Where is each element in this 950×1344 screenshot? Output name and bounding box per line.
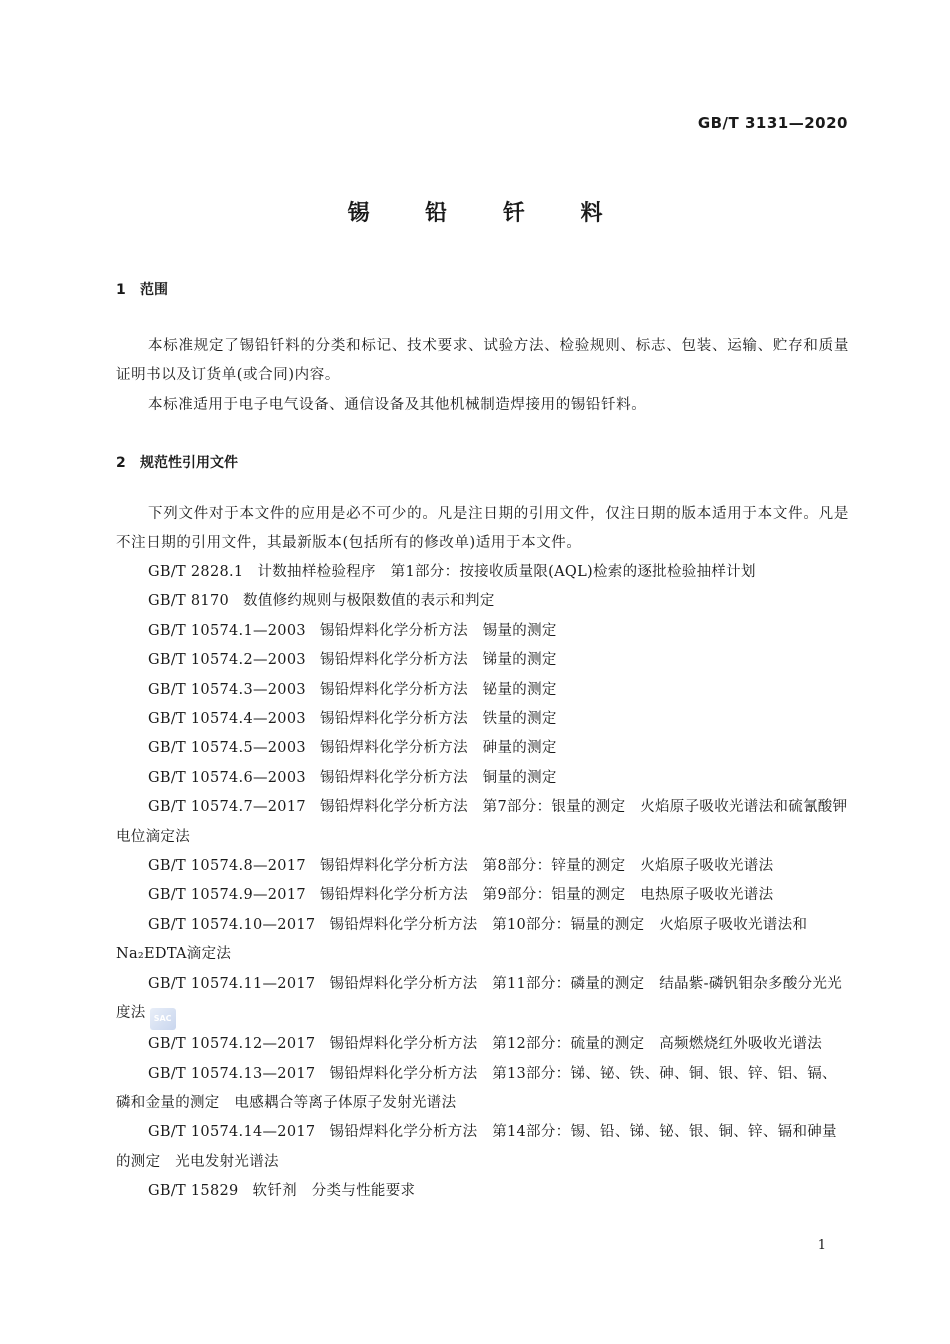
reference-code: GB/T 10574.4—2003	[148, 711, 306, 728]
reference-item	[116, 734, 849, 763]
reference-item	[116, 1177, 849, 1206]
reference-title: 锡铅焊料化学分析方法 铜量的测定	[319, 769, 557, 786]
page-number: 1	[817, 1238, 826, 1253]
reference-item	[116, 881, 849, 910]
reference-item	[116, 1030, 849, 1059]
reference-title: 锡铅焊料化学分析方法 第9部分：铝量的测定 电热原子吸收光谱法	[319, 887, 774, 904]
reference-code: GB/T 10574.2—2003	[148, 652, 306, 669]
reference-title: 软钎剂 分类与性能要求	[252, 1183, 416, 1200]
reference-code: GB/T 10574.14—2017	[148, 1124, 316, 1141]
reference-code: GB/T 10574.1—2003	[148, 622, 306, 639]
reference-code: GB/T 10574.7—2017	[148, 799, 306, 816]
reference-item	[116, 852, 849, 881]
reference-item	[116, 911, 849, 970]
reference-title: 锡铅焊料化学分析方法 第8部分：锌量的测定 火焰原子吸收光谱法	[319, 858, 774, 875]
standard-code: GB/T 3131—2020	[697, 114, 848, 132]
reference-code: GB/T 10574.6—2003	[148, 769, 306, 786]
document-title: 锡 铅 钎 料	[347, 201, 627, 226]
section-title: 范围	[140, 282, 168, 298]
reference-code: GB/T 10574.10—2017	[148, 916, 316, 933]
reference-code: GB/T 15829	[148, 1183, 239, 1200]
reference-title: 锡铅焊料化学分析方法 铁量的测定	[319, 711, 557, 728]
section-title: 规范性引用文件	[140, 455, 238, 471]
reference-item	[116, 764, 849, 793]
references-intro-paragraph: 下列文件对于本文件的应用是必不可少的。凡是注日期的引用文件，仅注日期的版本适用于本文件。凡是不注日期的引用文件，其最新版本(包括所有的修改单)适用于本文件。	[116, 506, 849, 552]
reference-title: 锡铅焊料化学分析方法 第10部分：镉量的测定 火焰原子吸收光谱法和Na₂EDTA滴定法	[116, 916, 808, 963]
reference-title: 锡铅焊料化学分析方法 锑量的测定	[319, 652, 557, 669]
reference-item	[116, 970, 849, 1030]
reference-code: GB/T 10574.11—2017	[148, 975, 316, 992]
section-heading-scope	[116, 279, 168, 299]
section-heading-normative-references	[116, 452, 238, 472]
reference-code: GB/T 8170	[148, 593, 230, 610]
reference-item	[116, 587, 849, 616]
reference-item	[116, 1118, 849, 1177]
reference-title: 数值修约规则与极限数值的表示和判定	[243, 593, 495, 610]
reference-title: 锡铅焊料化学分析方法 第7部分：银量的测定 火焰原子吸收光谱法和硫氰酸钾电位滴定法	[116, 799, 848, 845]
reference-item	[116, 676, 849, 705]
reference-title: 锡铅焊料化学分析方法 第13部分：锑、铋、铁、砷、铜、银、锌、铝、镉、磷和金量的测定 电感耦合等离子体原子发射光谱法	[116, 1065, 837, 1111]
reference-code: GB/T 10574.12—2017	[148, 1036, 316, 1053]
reference-title: 锡铅焊料化学分析方法 锡量的测定	[319, 622, 557, 639]
reference-code: GB/T 2828.1	[148, 564, 244, 580]
reference-title: 锡铅焊料化学分析方法 砷量的测定	[319, 740, 557, 757]
reference-title: 锡铅焊料化学分析方法 铋量的测定	[319, 681, 557, 698]
reference-item	[116, 558, 849, 587]
reference-code: GB/T 10574.8—2017	[148, 858, 306, 875]
reference-code: GB/T 10574.5—2003	[148, 740, 306, 757]
reference-code: GB/T 10574.13—2017	[148, 1065, 316, 1082]
section-number: 2	[116, 455, 126, 471]
reference-item	[116, 793, 849, 852]
reference-title: 锡铅焊料化学分析方法 第14部分：锡、铅、锑、铋、银、铜、锌、镉和砷量的测定 光电发射光谱法	[116, 1124, 837, 1170]
reference-title: 锡铅焊料化学分析方法 第11部分：磷量的测定 结晶紫-磷钒钼杂多酸分光光度法	[116, 975, 843, 1022]
scope-paragraph: 本标准规定了锡铅钎料的分类和标记、技术要求、试验方法、检验规则、标志、包装、运输、贮存和质量证明书以及订货单(或合同)内容。	[116, 338, 849, 384]
section-number: 1	[116, 282, 126, 298]
reference-item	[116, 646, 849, 675]
reference-list	[116, 558, 849, 1207]
reference-item	[116, 705, 849, 734]
scope-paragraph: 本标准适用于电子电气设备、通信设备及其他机械制造焊接用的锡铅钎料。	[148, 397, 647, 413]
reference-title: 锡铅焊料化学分析方法 第12部分：硫量的测定 高频燃烧红外吸收光谱法	[329, 1036, 823, 1053]
sac-watermark-logo: SAC	[150, 1008, 176, 1030]
reference-code: GB/T 10574.3—2003	[148, 681, 306, 698]
reference-item	[116, 617, 849, 646]
reference-code: GB/T 10574.9—2017	[148, 887, 306, 904]
reference-title: 计数抽样检验程序 第1部分：按接收质量限(AQL)检索的逐批检验抽样计划	[257, 564, 756, 580]
reference-item	[116, 1060, 849, 1119]
